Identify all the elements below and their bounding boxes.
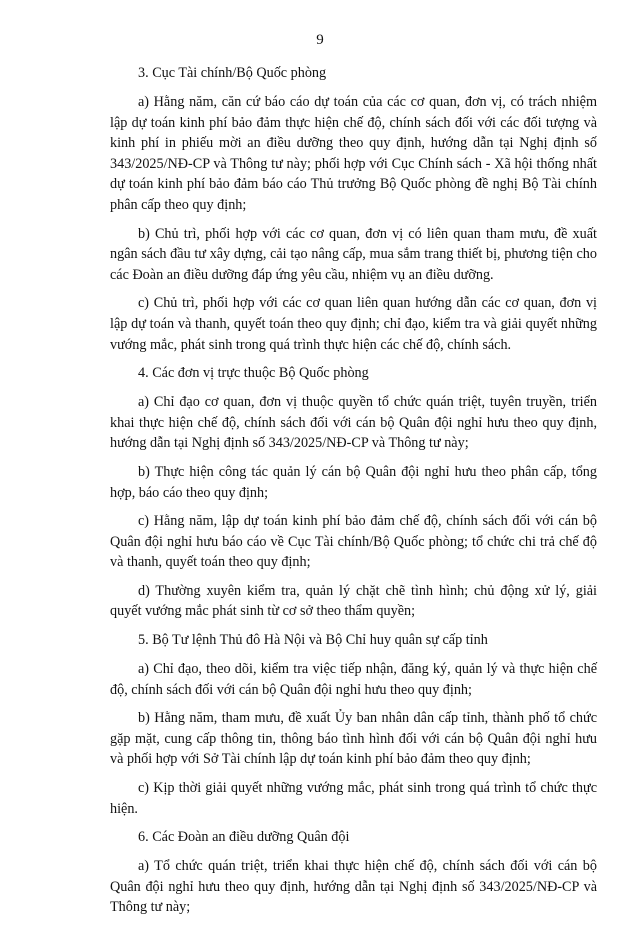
section-heading: 4. Các đơn vị trực thuộc Bộ Quốc phòng [138,365,369,382]
paragraph: b) Chủ trì, phối hợp với các cơ quan, đơn vị có liên quan tham mưu, đề xuất ngân sách đầu tư xây dựng, cải tạo nâng cấp, mua sắm trang thiết bị, phương tiện cho các Đoàn an điều dưỡng đáp ứng yêu cầu, nhiệm vụ an điều dưỡng. [110,225,597,283]
page-number: 9 [316,32,324,48]
section-heading: 6. Các Đoàn an điều dưỡng Quân đội [138,829,350,846]
paragraph: c) Hằng năm, lập dự toán kinh phí bảo đảm chế độ, chính sách đối với cán bộ Quân đội nghỉ hưu báo cáo về Cục Tài chính/Bộ Quốc phòng; tổ chức chi trả chế độ và thanh, quyết toán theo quy định; [110,513,597,571]
paragraph: b) Thực hiện công tác quản lý cán bộ Quân đội nghỉ hưu theo phân cấp, tổng hợp, báo cáo theo quy định; [110,463,597,501]
section-heading: 3. Cục Tài chính/Bộ Quốc phòng [138,65,327,81]
paragraph: a) Chỉ đạo cơ quan, đơn vị thuộc quyền tổ chức quán triệt, tuyên truyền, triển khai thực hiện chế độ, chính sách đối với cán bộ Quân đội nghỉ hưu theo quy định, hướng dẫn tại Nghị định số 343/2025/NĐ-CP và Thông tư này; [110,394,597,452]
document-body [110,63,597,926]
paragraph: d) Thường xuyên kiểm tra, quản lý chặt chẽ tình hình; chủ động xử lý, giải quyết vướng mắc phát sinh từ cơ sở theo thẩm quyền; [110,582,597,620]
paragraph: b) Hằng năm, tham mưu, đề xuất Ủy ban nhân dân cấp tỉnh, thành phố tổ chức gặp mặt, cung cấp thông tin, thông báo tình hình đối với cán bộ Quân đội nghỉ hưu và phối hợp với Sở Tài chính lập dự toán kinh phí bảo đảm theo quy định; [110,710,597,768]
paragraph: c) Kịp thời giải quyết những vướng mắc, phát sinh trong quá trình tổ chức thực hiện. [110,780,597,817]
paragraph: c) Chủ trì, phối hợp với các cơ quan liên quan hướng dẫn các cơ quan, đơn vị lập dự toán và thanh, quyết toán theo quy định; chỉ đạo, kiểm tra và giải quyết những vướng mắc, phát sinh trong quá trình thực hiện các chế độ, chính sách. [110,295,597,353]
paragraph: a) Hằng năm, căn cứ báo cáo dự toán của các cơ quan, đơn vị, có trách nhiệm lập dự toán kinh phí bảo đảm thực hiện chế độ, chính sách đối với các đối tượng và kinh phí in phiếu mời an điều dưỡng theo quy định, hướng dẫn tại Nghị định số 343/2025/NĐ-CP và Thông tư này; phối hợp với Cục Chính sách - Xã hội thống nhất dự toán kinh phí bảo đảm báo cáo Thủ trưởng Bộ Quốc phòng đề nghị Bộ Tài chính phân cấp theo quy định; [110,94,597,213]
section-heading: 5. Bộ Tư lệnh Thủ đô Hà Nội và Bộ Chỉ huy quân sự cấp tỉnh [138,632,488,649]
paragraph: a) Tổ chức quán triệt, triển khai thực hiện chế độ, chính sách đối với cán bộ Quân đội nghỉ hưu theo quy định, hướng dẫn tại Nghị định số 343/2025/NĐ-CP và Thông tư này; [110,858,597,916]
paragraph: a) Chỉ đạo, theo dõi, kiểm tra việc tiếp nhận, đăng ký, quản lý và thực hiện chế độ, chính sách đối với cán bộ Quân đội nghỉ hưu theo quy định; [110,661,597,698]
